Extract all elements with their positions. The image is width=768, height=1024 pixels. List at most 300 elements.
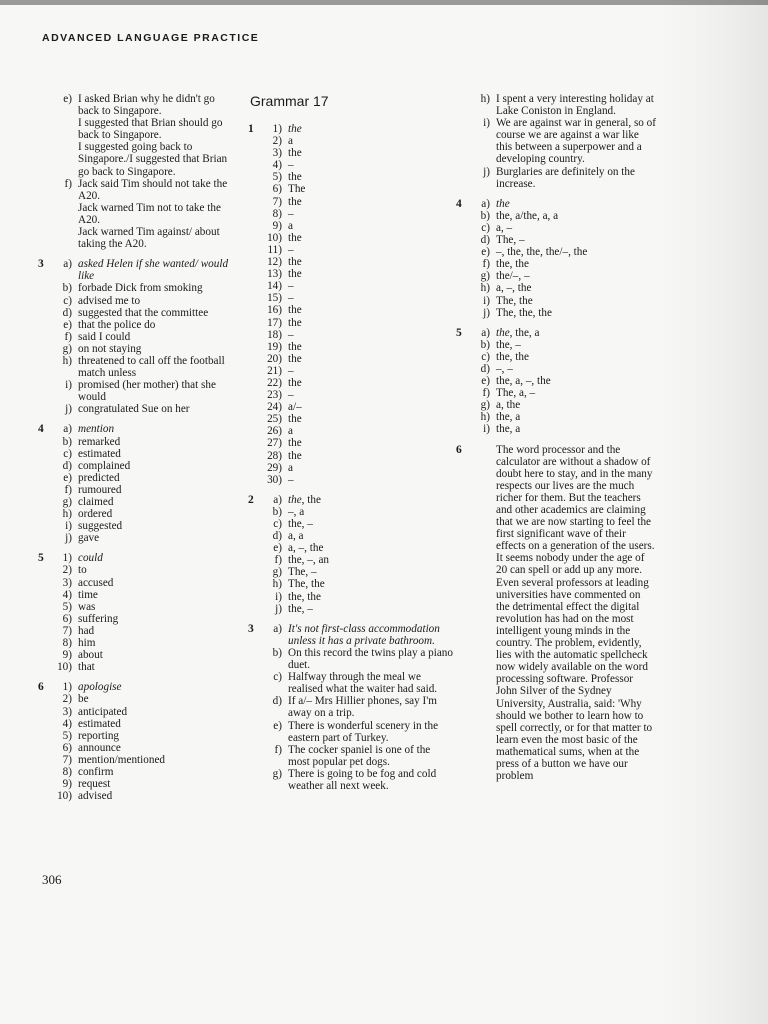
answer-text: I suggested that Brian should go back to Singapore. <box>78 117 223 142</box>
answer-item <box>38 532 238 544</box>
answer-text: the/–, – <box>496 270 530 283</box>
answer-text: the, the <box>496 258 529 271</box>
item-label: e) <box>63 318 72 331</box>
item-label: a) <box>273 493 282 506</box>
answer-text: the <box>288 231 302 244</box>
answer-item <box>38 661 238 673</box>
answer-text: gave <box>78 532 100 545</box>
answer-section <box>456 444 656 783</box>
answer-item <box>248 566 453 578</box>
item-label: 5) <box>62 600 72 613</box>
answer-item <box>248 578 453 590</box>
answer-text: announce <box>78 741 121 754</box>
answer-text: We are against war in general, so of course we are against a war like this between a superpower and a developing country. <box>496 117 657 166</box>
answer-item <box>248 474 453 486</box>
section-number <box>248 232 258 244</box>
section-number <box>38 730 48 742</box>
item-label: c) <box>481 221 490 234</box>
answer-text: The <box>288 183 306 196</box>
answer-item <box>456 234 656 246</box>
top-rule <box>0 0 768 5</box>
section-number <box>248 135 258 147</box>
section-number <box>456 411 466 423</box>
section-number <box>248 506 258 518</box>
answer-text-rest: , the, a <box>509 326 540 339</box>
answer-item <box>248 389 453 401</box>
answer-item <box>38 564 238 576</box>
answer-item <box>248 401 453 413</box>
answer-text: a, –, the <box>496 282 532 295</box>
section-number: 6 <box>456 443 462 456</box>
answer-item <box>248 256 453 268</box>
answer-text: the, a <box>496 423 521 436</box>
section-number <box>38 319 48 331</box>
page-number: 306 <box>42 872 62 887</box>
item-label: 7) <box>62 624 72 637</box>
item-label: f) <box>274 743 282 756</box>
answer-item <box>456 363 656 375</box>
answer-text: –, the, the, the/–, the <box>496 246 588 259</box>
item-label: 10) <box>267 231 282 244</box>
answer-text: The cocker spaniel is one of the most popular pet dogs. <box>288 743 431 768</box>
section-number <box>38 742 48 754</box>
item-label: 2) <box>62 564 72 577</box>
answer-item <box>38 403 238 415</box>
answer-text: the <box>288 195 302 208</box>
item-label: d) <box>480 362 490 375</box>
answer-text: a <box>288 461 293 474</box>
answer-text: the <box>288 123 302 135</box>
answer-item <box>456 198 656 210</box>
answer-text: The, the, the <box>496 306 552 319</box>
answer-section <box>38 93 238 250</box>
item-label: d) <box>272 530 282 543</box>
answer-text: promised (her mother) that she would <box>78 379 216 404</box>
item-label: 8) <box>272 207 282 220</box>
item-label: f) <box>64 330 72 343</box>
section-number <box>248 450 258 462</box>
section-number <box>456 210 466 222</box>
answer-item <box>248 147 453 159</box>
answer-text: suggested that the committee <box>78 306 209 319</box>
answer-text: the <box>288 376 302 389</box>
answer-text: ordered <box>78 508 113 521</box>
answer-item <box>248 135 453 147</box>
section-number <box>248 462 258 474</box>
answer-item <box>38 754 238 766</box>
section-number <box>248 542 258 554</box>
section-number <box>38 141 48 177</box>
answer-item <box>38 625 238 637</box>
answer-line <box>38 226 238 250</box>
answer-text: advised <box>78 790 113 803</box>
answer-text: him <box>78 637 96 650</box>
item-label: a) <box>63 423 72 436</box>
item-label: 24) <box>267 401 282 414</box>
answer-text: It's not first-class accommodation unless it has a private bathroom. <box>288 622 440 647</box>
answer-text: I asked Brian why he didn't go back to Singapore. <box>78 93 215 118</box>
answer-line <box>38 202 238 226</box>
answer-line <box>38 117 238 141</box>
item-label: 1) <box>62 552 72 565</box>
item-label: h) <box>62 508 72 521</box>
item-label: 7) <box>272 195 282 208</box>
item-label: j) <box>65 403 72 416</box>
answer-text: There is going to be fog and cold weather all next week. <box>288 767 437 792</box>
item-label: i) <box>275 590 282 603</box>
answer-text: that <box>78 661 95 674</box>
section-number <box>456 375 466 387</box>
answer-text: apologise <box>78 681 122 694</box>
section-number <box>38 117 48 141</box>
section-number <box>248 304 258 316</box>
item-label: b) <box>62 282 72 295</box>
answer-item <box>456 282 656 294</box>
item-label: j) <box>483 306 490 319</box>
answer-text: – <box>288 159 294 172</box>
answer-text: the, a, –, the <box>496 375 551 388</box>
answer-item <box>248 292 453 304</box>
answer-item <box>248 530 453 542</box>
answer-text: on not staying <box>78 342 142 355</box>
answer-text: Halfway through the meal we realised what the waiter had said. <box>288 671 438 696</box>
item-label: g) <box>62 496 72 508</box>
section-number <box>248 317 258 329</box>
answer-text: – <box>288 280 294 293</box>
item-label: 1) <box>272 123 282 135</box>
item-label: 21) <box>267 364 282 377</box>
answer-text: the, –, an <box>288 554 330 567</box>
answer-text: remarked <box>78 435 121 448</box>
answer-text: asked Helen if she wanted/ would like <box>78 258 229 283</box>
answer-item <box>38 601 238 613</box>
answer-item <box>456 246 656 258</box>
answer-item <box>248 171 453 183</box>
item-label: 17) <box>267 316 282 329</box>
item-label: 2) <box>62 693 72 706</box>
section-number <box>38 379 48 403</box>
answer-item <box>38 742 238 754</box>
answer-item <box>248 591 453 603</box>
item-label: j) <box>65 532 72 545</box>
section-number <box>38 766 48 778</box>
answer-item <box>248 159 453 171</box>
item-label: c) <box>273 518 282 530</box>
answer-text: had <box>78 624 95 637</box>
answer-text: – <box>288 364 294 377</box>
section-number <box>38 661 48 673</box>
answer-text: said I could <box>78 330 131 343</box>
column-left <box>38 93 238 802</box>
section-number <box>456 339 466 351</box>
section-number <box>248 437 258 449</box>
section-number <box>38 202 48 226</box>
item-label: h) <box>272 578 282 591</box>
answer-text <box>496 327 656 339</box>
item-label: a) <box>63 258 72 271</box>
section-number: 1 <box>248 123 254 135</box>
section-number: 5 <box>456 326 462 339</box>
section-number <box>248 183 258 195</box>
answer-text: the, – <box>496 338 521 351</box>
item-label: 5) <box>272 171 282 184</box>
answer-item <box>456 387 656 399</box>
item-label: d) <box>62 306 72 319</box>
answer-text: a, –, the <box>288 542 324 555</box>
item-label: 20) <box>267 352 282 365</box>
item-label: 25) <box>267 413 282 426</box>
answer-item <box>248 123 453 135</box>
answer-text: the <box>288 449 302 462</box>
answer-text: –, – <box>496 362 513 375</box>
answer-item <box>248 542 453 554</box>
item-label: c) <box>63 294 72 307</box>
answer-item <box>38 649 238 661</box>
answer-text: –, a <box>288 505 305 518</box>
item-label: 29) <box>267 461 282 474</box>
item-label: 3) <box>62 576 72 589</box>
section-number <box>248 695 258 719</box>
section-number <box>38 706 48 718</box>
item-label: 27) <box>267 437 282 450</box>
section-number <box>456 399 466 411</box>
item-label: a) <box>481 197 490 210</box>
answer-text: Jack said Tim should not take the A20. <box>78 177 228 202</box>
item-label: j) <box>275 602 282 615</box>
answer-item <box>456 270 656 282</box>
answer-section <box>456 93 656 190</box>
answer-text: anticipated <box>78 705 128 718</box>
item-label: d) <box>272 695 282 708</box>
answer-text: be <box>78 693 89 706</box>
section-number <box>248 365 258 377</box>
item-label: 16) <box>267 304 282 317</box>
section-number <box>38 532 48 544</box>
item-label: 4) <box>272 159 282 172</box>
section-number <box>456 295 466 307</box>
answer-item <box>456 399 656 411</box>
section-number <box>456 166 466 190</box>
answer-text: the, – <box>288 602 313 615</box>
section-number: 3 <box>248 622 254 635</box>
section-number <box>248 147 258 159</box>
section-number: 6 <box>38 681 44 694</box>
answer-text: the <box>288 413 302 426</box>
item-label: 30) <box>267 473 282 486</box>
answer-text: On this record the twins play a piano duet. <box>288 646 453 672</box>
item-label: e) <box>273 542 282 555</box>
answer-text: to <box>78 564 87 577</box>
section-number <box>38 790 48 802</box>
answer-item <box>248 208 453 220</box>
answer-item <box>248 304 453 316</box>
item-label: b) <box>272 646 282 659</box>
item-label: e) <box>63 471 72 484</box>
section-number <box>248 401 258 413</box>
answer-text: a <box>288 219 293 232</box>
answer-item <box>248 183 453 195</box>
answer-text: forbade Dick from smoking <box>78 282 203 295</box>
answer-item <box>38 472 238 484</box>
answer-item <box>38 258 238 282</box>
section-number <box>38 613 48 625</box>
section-number <box>38 436 48 448</box>
answer-item <box>248 244 453 256</box>
section-number <box>456 351 466 363</box>
item-label: f) <box>64 483 72 496</box>
answer-item <box>38 343 238 355</box>
item-label: 8) <box>62 765 72 778</box>
item-label: e) <box>481 246 490 259</box>
answer-item <box>248 695 453 719</box>
item-label: e) <box>481 375 490 388</box>
item-label: 7) <box>62 753 72 766</box>
answer-text: reporting <box>78 729 120 742</box>
section-number <box>248 518 258 530</box>
answer-text: the <box>288 256 302 269</box>
section-number <box>456 117 466 165</box>
item-label: b) <box>62 435 72 448</box>
section-number <box>248 389 258 401</box>
section-number <box>38 282 48 294</box>
answer-text: Burglaries are definitely on the increase. <box>496 165 635 190</box>
answer-item <box>248 623 453 647</box>
section-number <box>38 496 48 508</box>
item-label: g) <box>272 767 282 780</box>
section-number <box>456 270 466 282</box>
section-number <box>248 244 258 256</box>
item-label: d) <box>480 234 490 247</box>
answer-item <box>248 744 453 768</box>
item-label: 26) <box>267 425 282 438</box>
answer-text: a <box>288 135 293 148</box>
answer-item <box>38 718 238 730</box>
item-label <box>48 141 78 177</box>
answer-text: the <box>496 197 510 210</box>
answer-text: – <box>288 207 294 220</box>
item-label: h) <box>480 411 490 424</box>
answer-text: If a/– Mrs Hillier phones, say I'm away on a trip. <box>288 695 437 720</box>
answer-item <box>456 375 656 387</box>
answer-item <box>248 232 453 244</box>
answer-text-rest: , the <box>301 493 321 506</box>
item-label: 6) <box>272 183 282 196</box>
section-number <box>248 171 258 183</box>
answer-item <box>38 355 238 379</box>
section-number <box>248 353 258 365</box>
item-label: 10) <box>57 661 72 674</box>
answer-item <box>248 317 453 329</box>
answer-item <box>248 603 453 615</box>
section-number: 4 <box>38 423 44 436</box>
section-number <box>248 425 258 437</box>
answer-item <box>248 506 453 518</box>
item-label: c) <box>63 447 72 460</box>
section-number <box>38 693 48 705</box>
answer-text: a, the <box>496 399 521 412</box>
answer-item <box>38 613 238 625</box>
section-number <box>456 363 466 375</box>
section-number <box>456 222 466 234</box>
answer-section <box>456 198 656 319</box>
item-label: d) <box>62 459 72 472</box>
answer-text: the <box>288 268 302 281</box>
item-label: 9) <box>62 649 72 662</box>
section-number <box>38 577 48 589</box>
answer-item <box>456 423 656 435</box>
section-number <box>38 472 48 484</box>
answer-item <box>38 331 238 343</box>
item-label: 1) <box>62 681 72 694</box>
item-label <box>48 202 78 226</box>
item-label: f) <box>64 177 72 190</box>
answer-line <box>38 178 238 202</box>
section-number <box>38 93 48 117</box>
section-number <box>456 307 466 319</box>
section-number: 5 <box>38 552 44 565</box>
item-label: 15) <box>267 292 282 305</box>
item-label: 4) <box>62 717 72 730</box>
answer-item <box>248 768 453 792</box>
section-number <box>248 671 258 695</box>
section-number <box>248 720 258 744</box>
section-number <box>248 159 258 171</box>
item-label: e) <box>273 719 282 732</box>
answer-item <box>248 196 453 208</box>
answer-paragraph: The word processor and the calculator are without a shadow of doubt here to stay, and in the many respects our lives are the much richer for them. But the teachers and other academics are claiming that we are now starting to feel the first significant wave of their effects on a generation of the users. It seems nobody under the age of 20 can spell or add up any more. Even several professors at leading universities have commented on the detrimental effect the digital revolution has had on the most intelligent young minds in the country. The problem, evidently, lies with the automatic spellcheck now widely available on the word processing software. Professor John Silver of the Sydney University, Australia, said: 'Why should we bother to learn how to spell correctly, or for that matter to learn even the most basic of the mathematical sums, when at the press of a button we have our problem <box>496 443 655 783</box>
section-number <box>38 601 48 613</box>
section-number <box>38 331 48 343</box>
section-number <box>38 403 48 415</box>
answer-item <box>248 494 453 506</box>
answer-text: the, the <box>288 590 321 603</box>
answer-text: Jack warned Tim not to take the A20. <box>78 201 221 226</box>
item-label: 3) <box>272 147 282 160</box>
answer-text: the <box>288 147 302 160</box>
answer-text: complained <box>78 459 131 472</box>
answer-section <box>248 123 453 486</box>
item-label: f) <box>274 554 282 567</box>
answer-text: request <box>78 778 111 791</box>
section-number <box>38 484 48 496</box>
answer-item <box>248 425 453 437</box>
answer-item <box>248 554 453 566</box>
section-number <box>248 220 258 232</box>
answer-text: congratulated Sue on her <box>78 403 190 416</box>
section-number <box>38 307 48 319</box>
item-label: f) <box>482 387 490 400</box>
answer-item <box>38 282 238 294</box>
item-label: g) <box>272 566 282 579</box>
answer-text: I spent a very interesting holiday at Lake Coniston in England. <box>496 93 654 118</box>
item-label: b) <box>272 505 282 518</box>
answer-item <box>38 436 238 448</box>
section-number <box>456 387 466 399</box>
answer-text: The, – <box>496 234 525 247</box>
answer-item <box>248 437 453 449</box>
answer-item <box>456 339 656 351</box>
answer-section <box>38 552 238 673</box>
answer-example: the <box>496 326 510 339</box>
section-number <box>248 377 258 389</box>
answer-text: – <box>288 328 294 341</box>
section-number: 2 <box>248 493 254 506</box>
section-number <box>248 603 258 615</box>
answer-item <box>248 220 453 232</box>
section-number <box>38 178 48 202</box>
item-label: 4) <box>62 588 72 601</box>
answer-item <box>38 423 238 435</box>
